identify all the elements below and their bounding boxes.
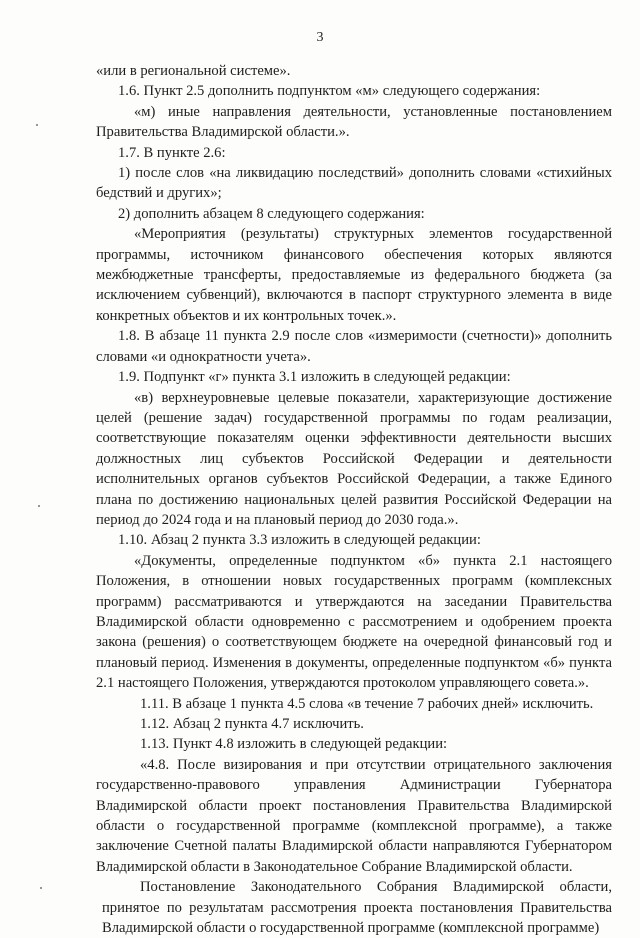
paragraph-1-9: 1.9. Подпункт «г» пункта 3.1 изложить в следующей редакции: [118,369,511,386]
paragraph-quote-measures: «Мероприятия (результаты) структурных элементов государственной программы, источником финансового обеспечения которых являются межбюджетные трансферты, предоставляемые из федерального бюджета (за исключением субвенций), включаются в паспорт структурного элемента в виде конкретных объектов и их контрольных точек.». [96,226,612,324]
paragraph-1-11: 1.11. В абзаце 1 пункта 4.5 слова «в течение 7 рабочих дней» исключить. [140,695,594,712]
paragraph-1-7: 1.7. В пункте 2.6: [118,144,226,161]
paragraph-1-8: 1.8. В абзаце 11 пункта 2.9 после слов «измеримости (счетности)» дополнить словами «и однократности учета». [96,328,612,365]
paragraph-1-12: 1.12. Абзац 2 пункта 4.7 исключить. [140,716,364,732]
paragraph-resolution: Постановление Законодательного Собрания Владимирской области, принятое по результатам рассмотрения проекта постановления Правительства Владимирской области о государственной программе (комплексной программе) [102,879,612,937]
paragraph-quote-m: «м) иные направления деятельности, установленные постановлением Правительства Владимирской области.». [96,103,612,141]
page-number: 3 [316,30,324,45]
paragraph-1-13: 1.13. Пункт 4.8 изложить в следующей редакции: [140,736,448,753]
paragraph-1-7-item-1: 1) после слов «на ликвидацию последствий» дополнить словами «стихийных бедствий и других»; [96,165,612,202]
paragraph-continuation: «или в региональной системе». [96,63,291,79]
paragraph-quote-v: «в) верхнеуровневые целевые показатели, характеризующие достижение целей (решение задач) государственной программы по годам реализации, соответствующие показателям оценки эффективности деятельности высших должностных лиц субъектов Российской Федерации и деятельности исполнительных органов субъектов Российской Федерации, а также Единого плана по достижению национальных целей развития Российской Федерации на период до 2024 года и на плановый период до 2030 года.». [96,389,612,528]
paragraph-1-7-item-2: 2) дополнить абзацем 8 следующего содержания: [118,205,425,222]
paragraph-1-6: 1.6. Пункт 2.5 дополнить подпунктом «м» следующего содержания: [118,83,541,100]
paragraph-quote-4-8: «4.8. После визирования и при отсутствии отрицательного заключения государственно-правового управления Администрации Губернатора Владимирской области проект постановления Правительства Владимирской области о государственной программе (комплексной программе), а также заключение Счетной палаты Владимирской области направляются Губернатором Владимирской области в Законодательное Собрание Владимирской области. [96,756,612,875]
paragraph-1-10: 1.10. Абзац 2 пункта 3.3 изложить в следующей редакции: [118,532,481,549]
scan-speck [38,505,40,507]
paragraph-quote-documents: «Документы, определенные подпунктом «б» пункта 2.1 настоящего Положения, в отношении новых государственных программ (комплексных программ) рассматриваются и утверждаются на заседании Правительства Владимирской области одновременно с рассмотрением и одобрением проекта закона (решения) о соответствующем бюджете на очередной финансовый год и плановый период. Изменения в документы, определенные подпунктом «б» пункта 2.1 настоящего Положения, утверждаются протоколом управляющего совета.». [96,552,612,692]
scan-speck [40,887,42,889]
scan-speck [36,124,38,126]
document-body [96,61,612,938]
